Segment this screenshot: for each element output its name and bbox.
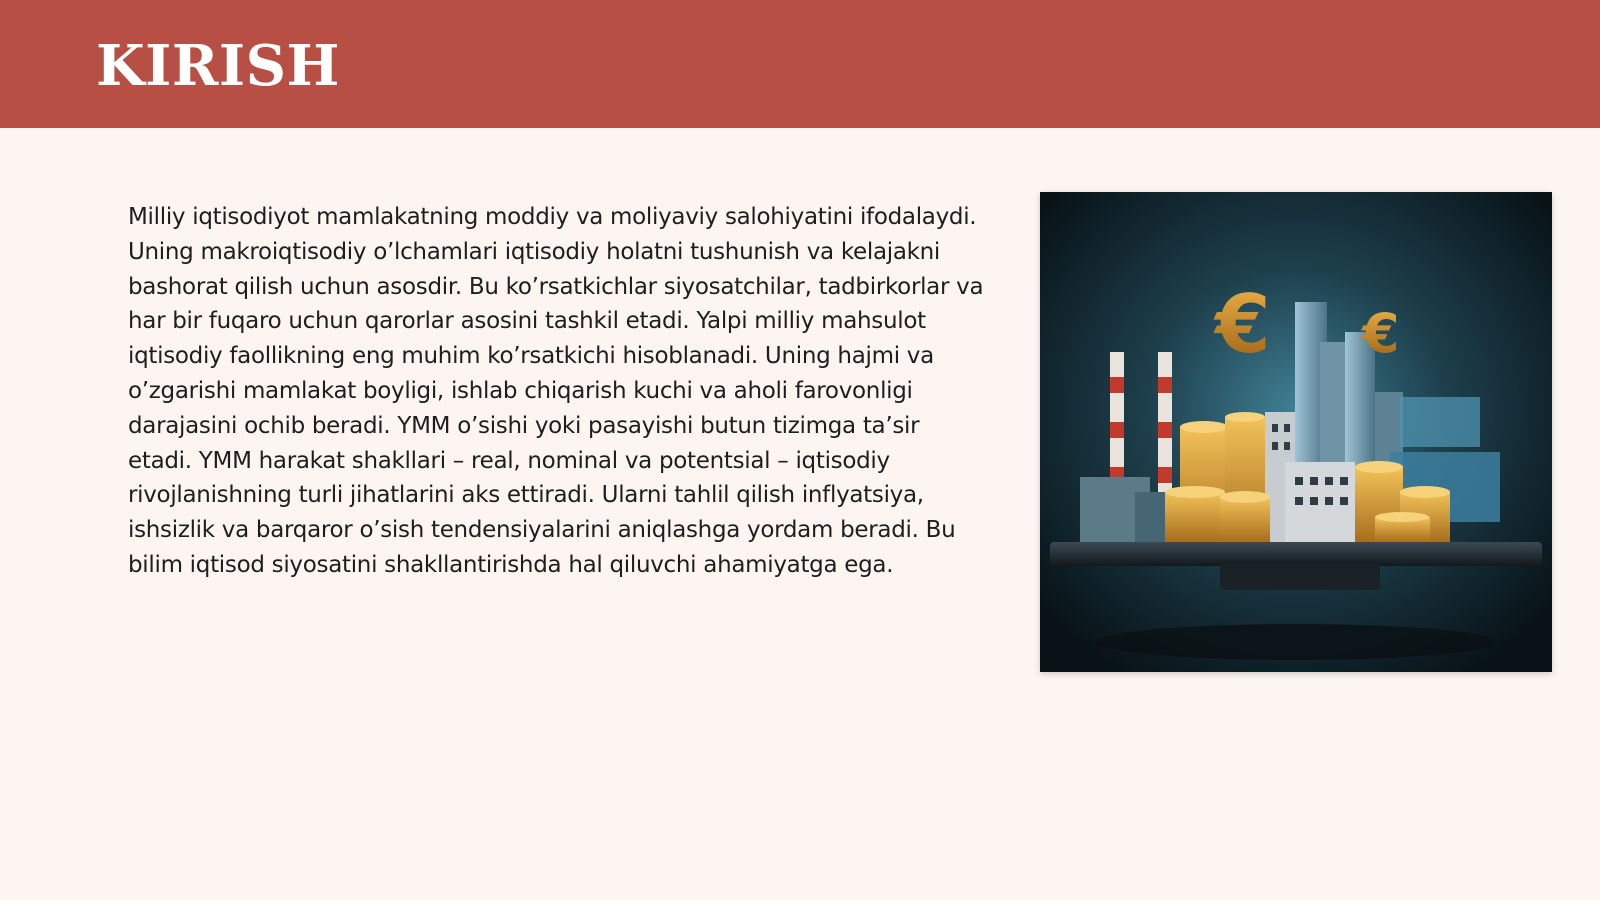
header-bar	[0, 0, 1600, 128]
economy-illustration	[1040, 192, 1552, 672]
euro-symbol-right: €	[1362, 302, 1400, 365]
body-paragraph: Milliy iqtisodiyot mamlakatning moddiy va moliyaviy salohiyatini ifodalaydi. Uning makroiqtisodiy o’lchamlari iqtisodiy holatni tushunish va kelajakni bashorat qilish uchun asosdir. Bu ko’rsatkichlar siyosatchilar, tadbirkorlar va har bir fuqaro uchun qarorlar asosini tashkil etadi. Yalpi milliy mahsulot iqtisodiy faollikning eng muhim ko’rsatkichi hisoblanadi. Uning hajmi va o’zgarishi mamlakat boyligi, ishlab chiqarish kuchi va aholi farovonligi darajasini ochib beradi. YMM o’sishi yoki pasayishi butun tizimga ta’sir etadi. YMM harakat shakllari – real, nominal va potentsial – iqtisodiy rivojlanishning turli jihatlarini aks ettiradi. Ularni tahlil qilish inflyatsiya, ishsizlik va barqaror o’sish tendensiyalarini aniqlashga yordam beradi. Bu bilim iqtisod siyosatini shakllantirishda hal qiluvchi ahamiyatga ega.	[128, 204, 984, 578]
euro-symbol-left: €	[1215, 278, 1271, 371]
slide-title: KIRISH	[96, 33, 340, 99]
